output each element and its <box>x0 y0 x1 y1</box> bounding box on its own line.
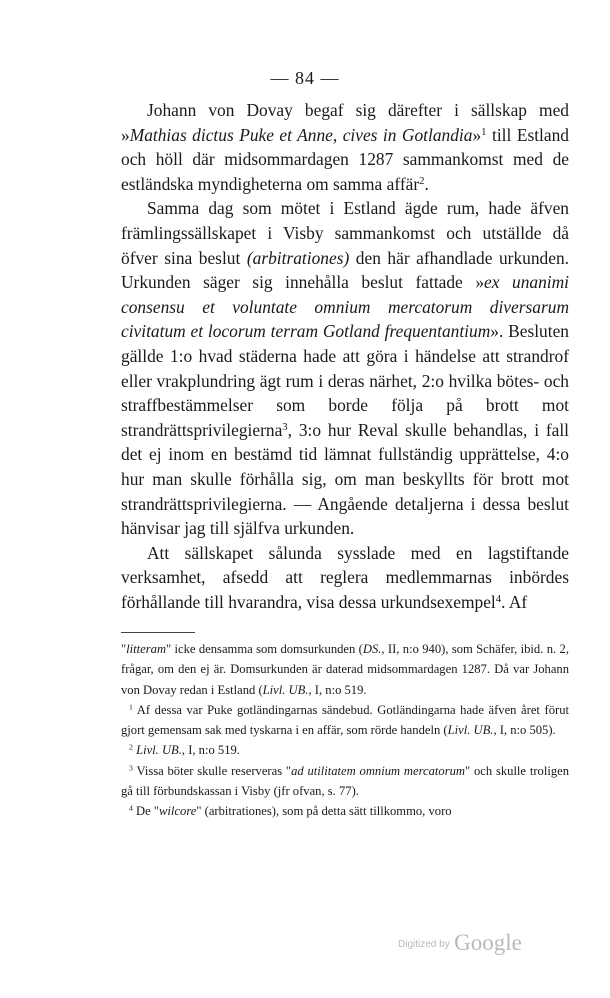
text-run: , I, n:o 519. <box>308 682 367 697</box>
paragraph <box>121 196 569 540</box>
footnote-marker: 1 <box>481 125 487 138</box>
italic-text: Livl. UB. <box>447 723 494 738</box>
text-run: , I, n:o 505). <box>493 723 556 738</box>
text-run: , II, n:o 940), som Schäfer, ibid. n. 2, frågar, om den ej är. Domsurkunden är daterad midsommardagen 1287. Då var Johann von Dovay redan i Estland ( <box>121 642 569 697</box>
main-text <box>121 98 569 614</box>
text-run: , 3:o hur Reval skulle behandlas, i fall det ej inom en bestämd tid lämnat fullständig upprättelse, 4:o hur man skulle förhålla sig, om man beskyllts för brott mot strandrättsprivilegierna. — Angående detaljerna i dessa beslut hänvisar jag till själfva urkunden. <box>121 419 569 539</box>
italic-text: DS. <box>362 642 382 656</box>
watermark-brand: Google <box>454 930 522 955</box>
footnote-marker: 3 <box>282 420 288 433</box>
footnote-divider <box>121 632 195 633</box>
footnote <box>121 801 569 821</box>
italic-text: Mathias dictus Puke et Anne, cives in Gotlandia <box>129 124 473 145</box>
text-run: . <box>424 173 429 194</box>
text-run: " icke densamma som domsurkunden ( <box>166 642 363 656</box>
footnote <box>121 700 569 741</box>
text-run: » <box>472 124 482 145</box>
footnote-marker: 4 <box>129 804 133 814</box>
footnote-marker: 2 <box>129 743 133 753</box>
text-run: . Af <box>501 591 528 612</box>
text-run: " och skulle troligen gå till förbundskassan i Visby (jfr ofvan, s. 77). <box>121 763 569 799</box>
text-run: Samma dag som mötet i Estland ägde rum, hade äfven främlingssällskapet i Visby sammankomst och utställde då öfver sina beslut <box>121 198 569 268</box>
italic-text: Livl. UB. <box>136 743 182 758</box>
footnote-marker: 1 <box>129 702 133 712</box>
watermark-prefix: Digitized by <box>398 939 450 950</box>
italic-text: ad utilitatem omnium mercatorum <box>291 763 466 778</box>
footnote <box>121 740 569 760</box>
text-run: till Estland och höll där midsommardagen 1287 sammankomst med de estländska myndigheterna om samma affär <box>121 124 569 194</box>
paragraph <box>121 541 569 615</box>
text-run: , I, n:o 519. <box>181 743 240 758</box>
footnote <box>121 761 569 802</box>
text-run: den här afhandlade urkunden. Urkunden säger sig innehålla beslut fattade <box>121 247 570 293</box>
text-run: " <box>121 642 127 656</box>
italic-text: wilcore <box>159 804 197 819</box>
text-run: ». Besluten gällde 1:o hvad städerna hade att göra i händelse att strandrof eller vrakplundring ägt rum i deras närhet, 2:o hvilka bötes- och straffbestämmelser som borde följa på brott mot strandrättsprivilegierna <box>121 321 569 440</box>
footnote-marker: 2 <box>419 174 425 187</box>
page-number: — 84 — <box>270 68 340 88</box>
text-run: » <box>121 124 130 145</box>
digitized-by-google-watermark <box>398 930 522 956</box>
italic-text: (arbitrationes) <box>246 247 350 268</box>
text-run: " (arbitrationes), som på detta sätt tillkommo, voro <box>196 804 452 819</box>
footnote <box>121 639 569 700</box>
text-run: Vissa böter skulle reserveras " <box>132 763 292 778</box>
text-run: » <box>475 272 485 293</box>
italic-text: litteram <box>126 642 167 656</box>
italic-text: Livl. UB. <box>262 682 309 697</box>
text-run: De " <box>132 804 160 819</box>
text-run: Att sällskapet sålunda sysslade med en lagstiftande verksamhet, afsedd att reglera medlemmarnas inbördes förhållande till hvarandra, visa dessa urkundsexempel <box>121 542 569 612</box>
text-run: Johann von Dovay begaf sig därefter i sällskap med <box>147 100 569 120</box>
text-run: Af dessa var Puke gotländingarnas sändebud. Gotländingarna hade äfven året förut gjort gemensam sak med tyskarna i en affär, som rörde handeln ( <box>121 702 569 738</box>
italic-text: ex unanimi consensu et voluntate omnium mercatorum diversarum civitatum et locorum terram Gotland frequentantium <box>121 272 570 342</box>
paragraph <box>121 98 569 196</box>
footnote-marker: 4 <box>495 592 502 605</box>
footnotes <box>121 639 569 822</box>
footnote-marker: 3 <box>129 763 133 773</box>
